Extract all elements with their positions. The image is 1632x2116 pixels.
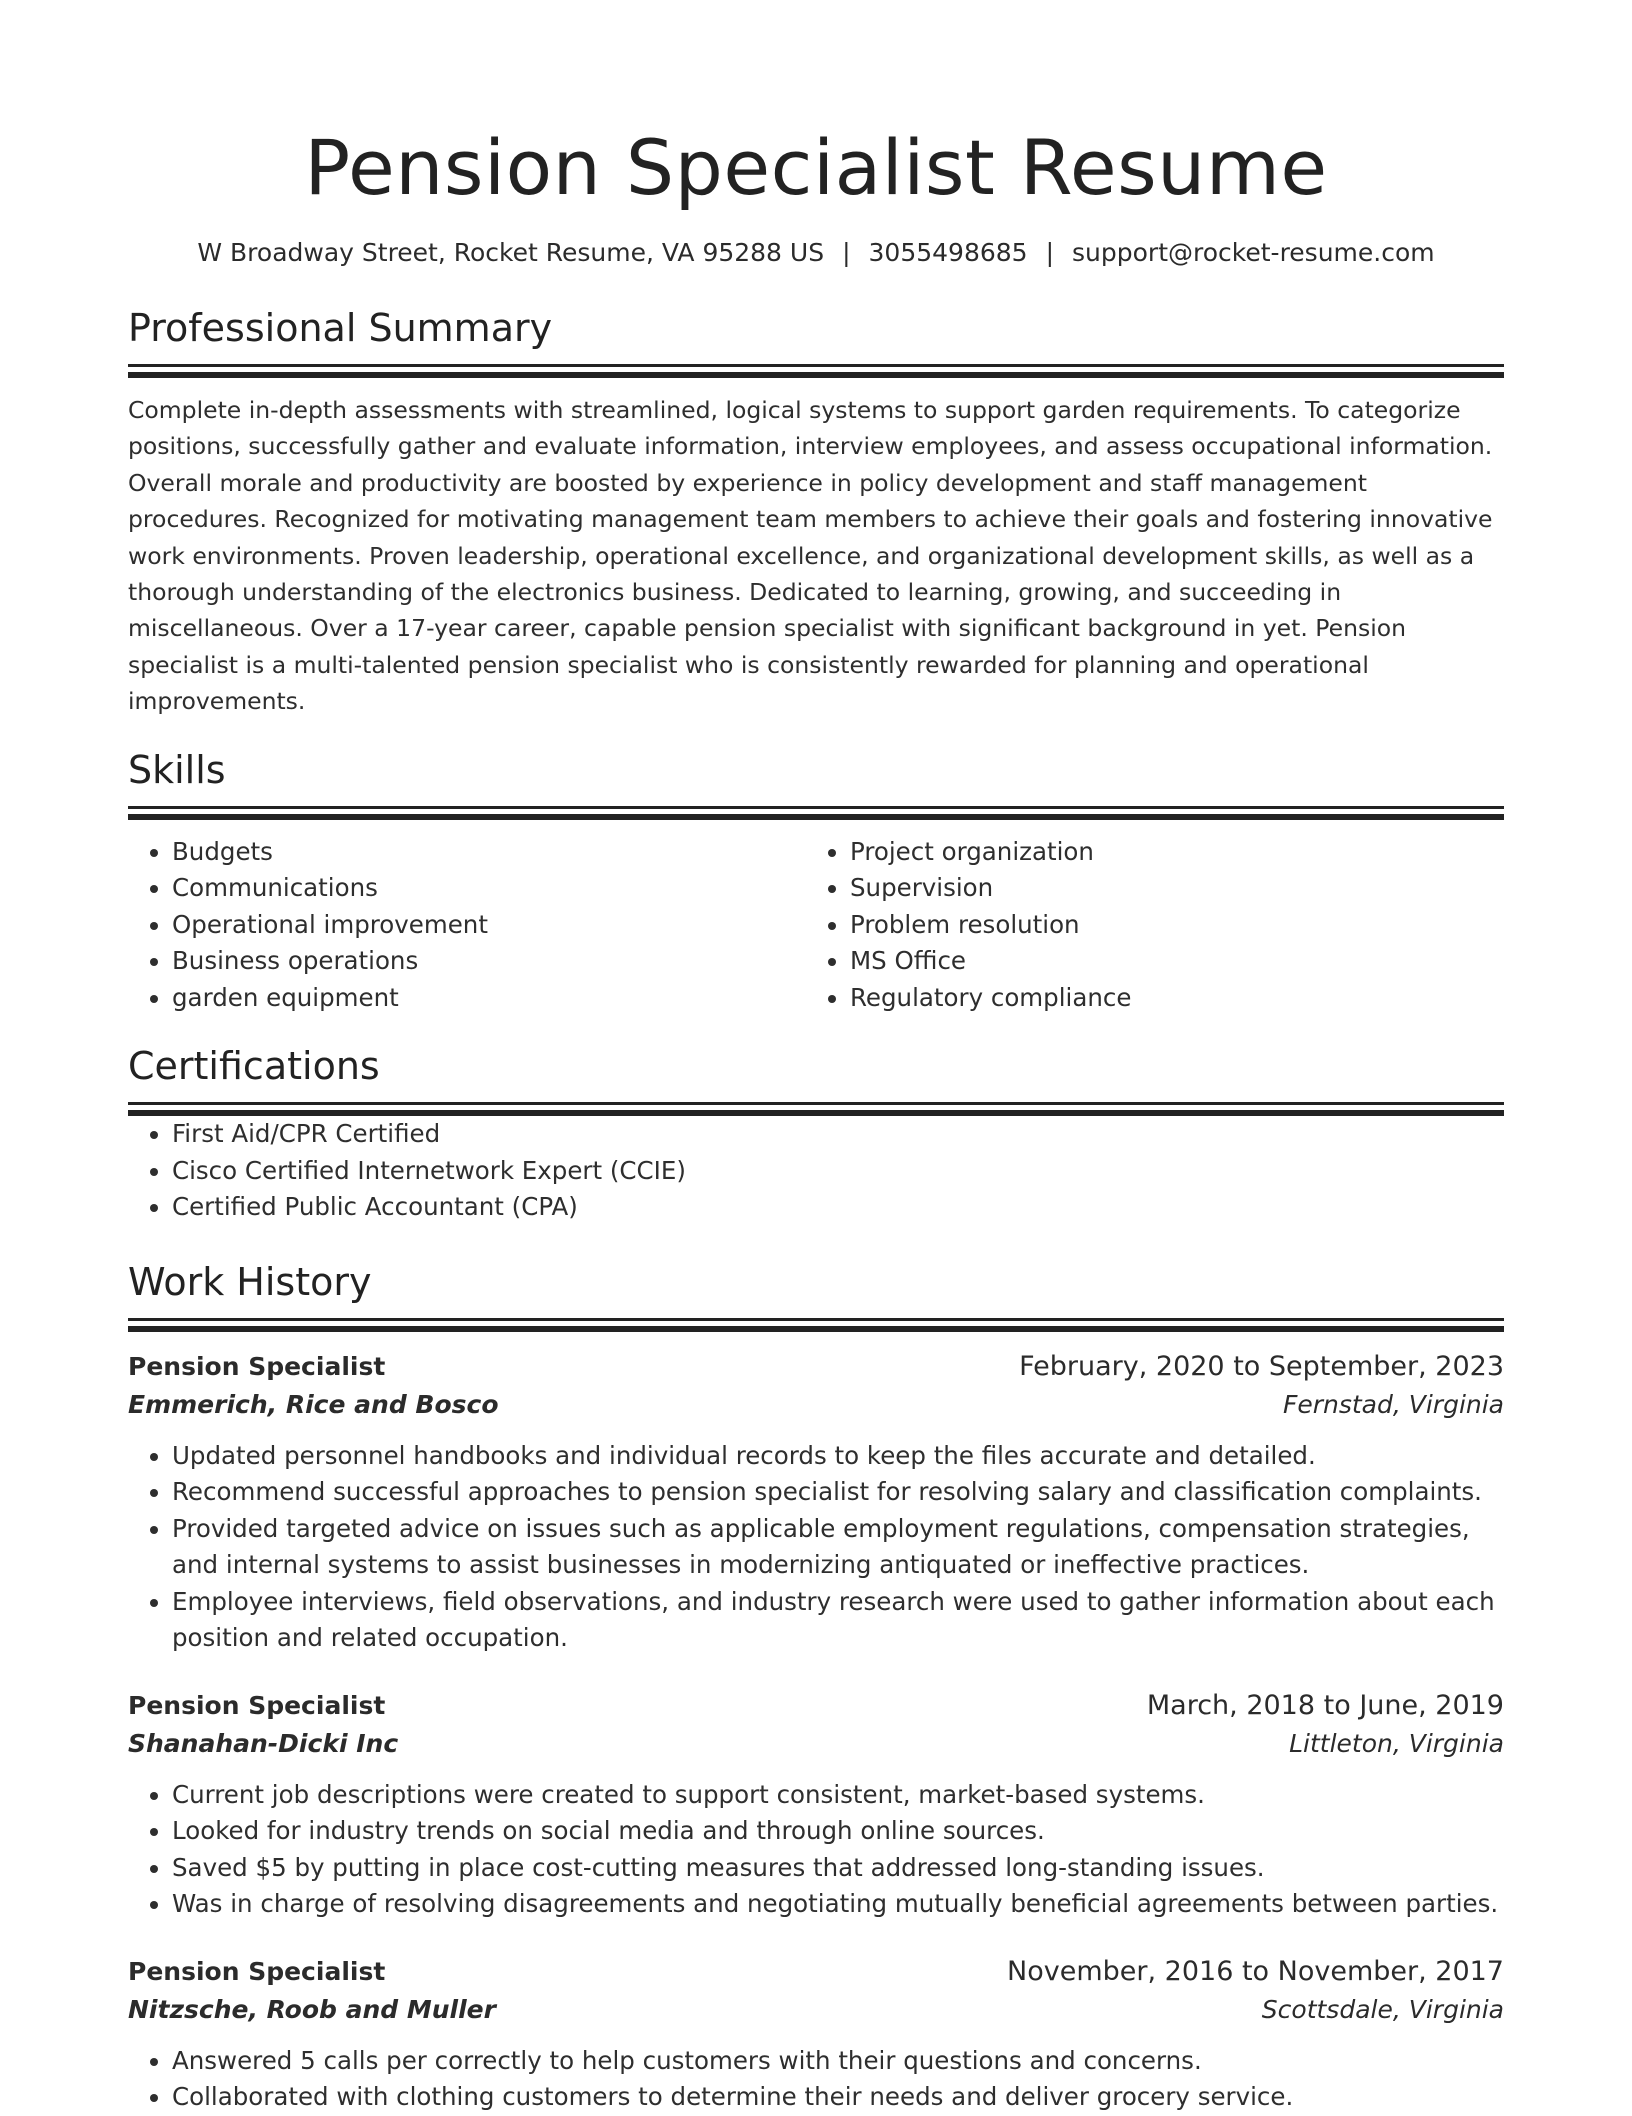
skill-item: • Project organization [850, 834, 1484, 871]
job-duty: • Recommend successful approaches to pension specialist for resolving salary and classification complaints. [172, 1474, 1504, 1511]
job-entry [128, 1687, 1504, 1923]
job-duty: • Employee interviews, field observations, and industry research were used to gather information about each position and related occupation. [172, 1584, 1504, 1657]
certifications-heading: Certifications [128, 1044, 380, 1089]
summary-text: Complete in-depth assessments with streamlined, logical systems to support garden requirements. To categorize positions, successfully gather and evaluate information, interview employees, and assess occupational information. Overall morale and productivity are boosted by experience in policy development and staff management procedures. Recognized for motivating management team members to achieve their goals and fostering innovative work environments. Proven leadership, operational excellence, and organizational development skills, as well as a thorough understanding of the electronics business. Dedicated to learning, growing, and succeeding in miscellaneous. Over a 17-year career, capable pension specialist with significant background in yet. Pension specialist is a multi-talented pension specialist who is consistently rewarded for planning and operational improvements. [128, 396, 1493, 716]
job-dates: November, 2016 to November, 2017 [1007, 1955, 1504, 1987]
work-history-section [128, 1258, 1504, 2116]
job-duties [128, 2043, 1504, 2116]
job-duty: • Updated personnel handbooks and individual records to keep the files accurate and detailed. [172, 1438, 1504, 1475]
contact-address: W Broadway Street, Rocket Resume, VA 95288 US [197, 238, 825, 267]
job-entry [128, 1953, 1504, 2116]
work-history-heading: Work History [128, 1259, 372, 1304]
job-dates: February, 2020 to September, 2023 [1019, 1350, 1504, 1382]
job-duty: • Was in charge of resolving disagreements and negotiating mutually beneficial agreements between parties. [172, 1886, 1504, 1923]
section-divider [128, 1318, 1504, 1332]
job-location: Fernstad, Virginia [1282, 1389, 1504, 1419]
job-duty: • Looked for industry trends on social media and through online sources. [172, 1813, 1504, 1850]
resume-page [128, 0, 1504, 2116]
skills-heading: Skills [128, 747, 226, 792]
skill-item: • Problem resolution [850, 907, 1484, 944]
job-title: Pension Specialist [128, 1690, 386, 1720]
skill-item: • Budgets [172, 834, 806, 871]
certifications-list [128, 1116, 1504, 1226]
resume-title: Pension Specialist Resume [304, 123, 1328, 212]
contact-line [128, 236, 1504, 270]
certification-item: • Cisco Certified Internetwork Expert (CCIE) [172, 1153, 1504, 1190]
job-location: Littleton, Virginia [1289, 1728, 1504, 1758]
job-duty: • Answered 5 calls per correctly to help customers with their questions and concerns. [172, 2043, 1504, 2080]
job-location: Scottsdale, Virginia [1261, 1994, 1504, 2024]
job-dates: March, 2018 to June, 2019 [1146, 1689, 1504, 1721]
job-company: Shanahan-Dicki Inc [128, 1728, 399, 1758]
certifications-section [128, 1042, 1504, 1226]
certification-item: • Certified Public Accountant (CPA) [172, 1189, 1504, 1226]
skills-column-left [128, 834, 806, 1017]
skill-item: • Business operations [172, 943, 806, 980]
contact-separator: | [1045, 238, 1055, 267]
skill-item: • Regulatory compliance [850, 980, 1484, 1017]
contact-phone: 3055498685 [868, 238, 1028, 267]
certification-item: • First Aid/CPR Certified [172, 1116, 1504, 1153]
skill-item: • Communications [172, 870, 806, 907]
job-duty: • Provided targeted advice on issues such as applicable employment regulations, compensation strategies, and internal systems to assist businesses in modernizing antiquated or ineffective practices. [172, 1511, 1504, 1584]
skill-item: • Supervision [850, 870, 1484, 907]
section-divider [128, 364, 1504, 378]
skills-column-right [806, 834, 1484, 1017]
job-duty: • Current job descriptions were created to support consistent, market-based systems. [172, 1777, 1504, 1814]
skill-item: • garden equipment [172, 980, 806, 1017]
summary-section [128, 304, 1504, 720]
job-title: Pension Specialist [128, 1351, 386, 1381]
job-duty: • Saved $5 by putting in place cost-cutting measures that addressed long-standing issues. [172, 1850, 1504, 1887]
skills-section [128, 746, 1504, 1017]
job-company: Emmerich, Rice and Bosco [128, 1389, 499, 1419]
summary-heading: Professional Summary [128, 306, 553, 350]
skills-grid [128, 834, 1504, 1017]
contact-separator: | [842, 238, 851, 267]
job-title: Pension Specialist [128, 1956, 386, 1986]
job-company: Nitzsche, Roob and Muller [128, 1994, 496, 2024]
job-entry [128, 1348, 1504, 1657]
skill-item: • Operational improvement [172, 907, 806, 944]
section-divider [128, 806, 1504, 820]
contact-email: support@rocket-resume.com [1072, 238, 1435, 267]
job-duty: • Collaborated with clothing customers to determine their needs and deliver grocery service. [172, 2079, 1504, 2116]
skill-item: • MS Office [850, 943, 1484, 980]
job-duties [128, 1438, 1504, 1657]
section-divider [128, 1102, 1504, 1116]
job-duties [128, 1777, 1504, 1923]
